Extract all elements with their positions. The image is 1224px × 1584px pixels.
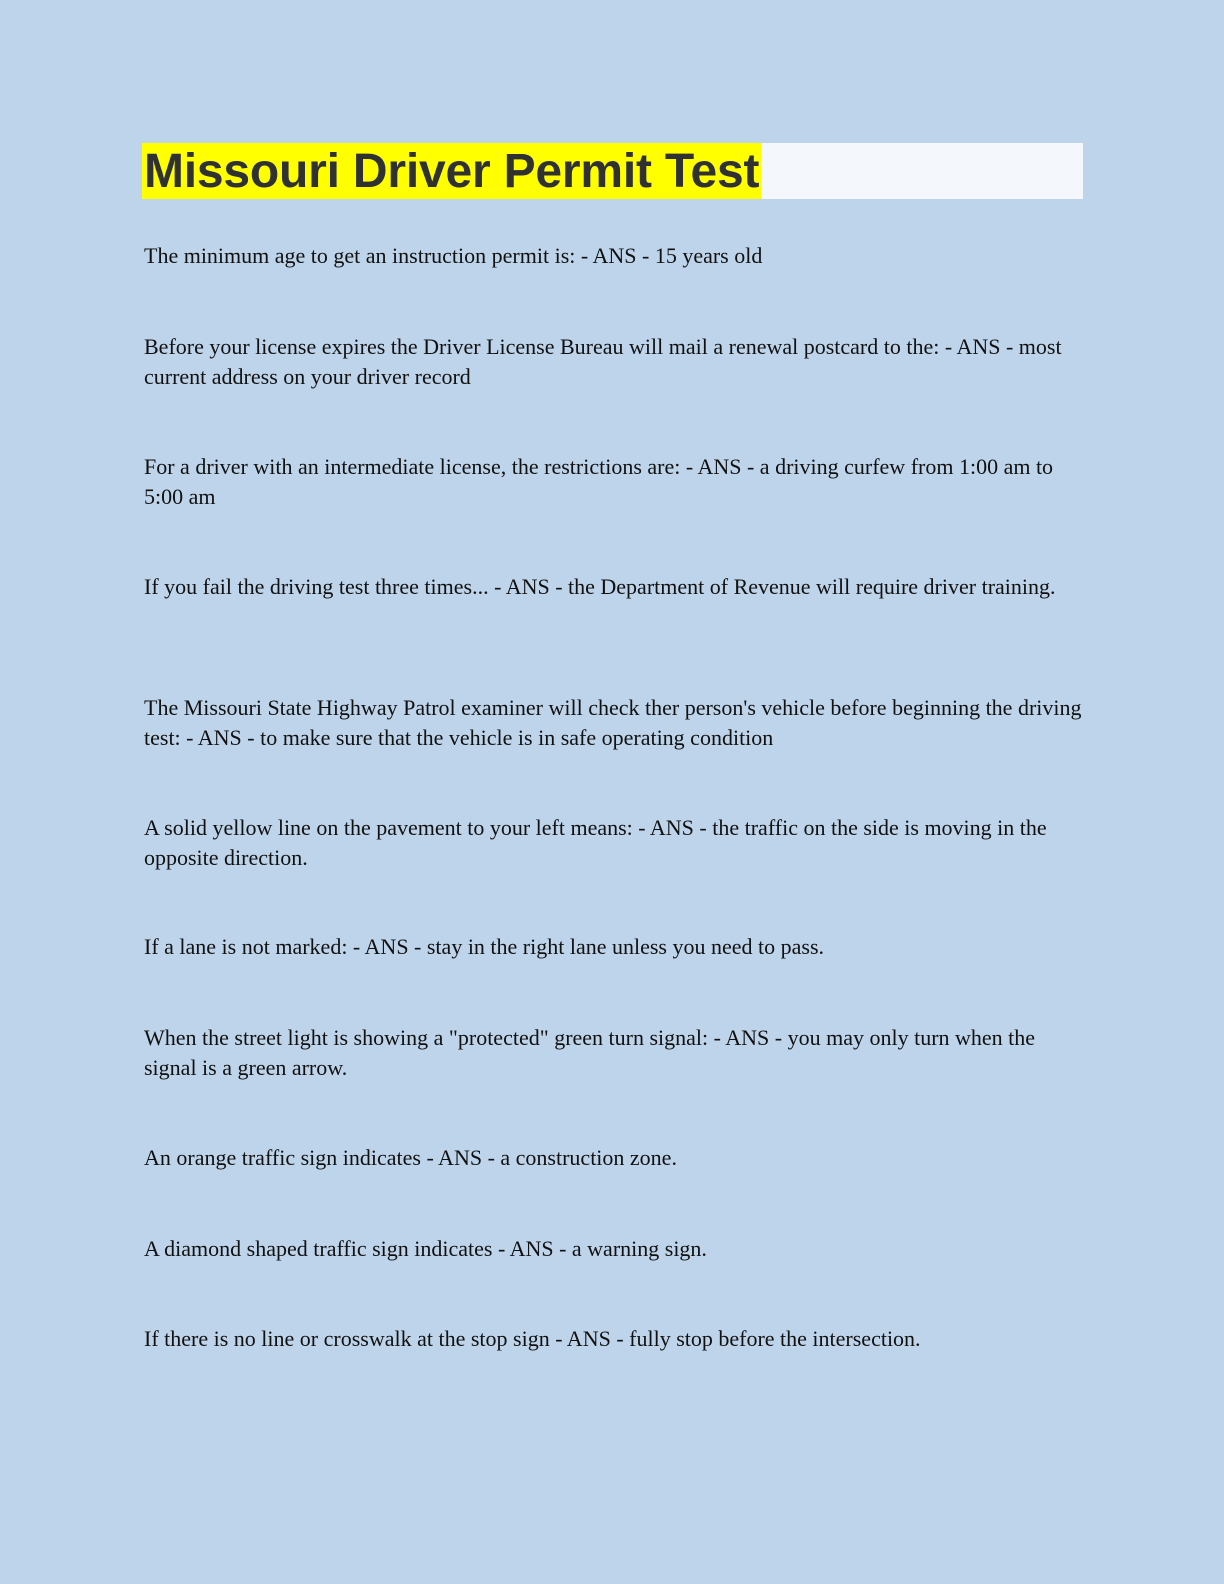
qa-item-4: If you fail the driving test three times... - ANS - the Department of Revenue will require driver training. bbox=[144, 574, 1056, 599]
qa-item-6: A solid yellow line on the pavement to your left means: - ANS - the traffic on the side is moving in the opposite direction. bbox=[144, 815, 1047, 870]
qa-item-8: When the street light is showing a "protected" green turn signal: - ANS - you may only turn when the signal is a green arrow. bbox=[144, 1025, 1036, 1080]
qa-item-7: If a lane is not marked: - ANS - stay in the right lane unless you need to pass. bbox=[144, 934, 825, 959]
qa-item-5: The Missouri State Highway Patrol examiner will check ther person's vehicle before beginning the driving test: - ANS - to make sure that the vehicle is in safe operating condition bbox=[144, 695, 1082, 750]
qa-item-1: The minimum age to get an instruction permit is: - ANS - 15 years old bbox=[144, 243, 763, 268]
qa-item-11: If there is no line or crosswalk at the stop sign - ANS - fully stop before the intersection. bbox=[144, 1326, 921, 1351]
qa-item-2: Before your license expires the Driver License Bureau will mail a renewal postcard to the: - ANS - most current address on your driver record bbox=[144, 334, 1062, 389]
qa-item-9: An orange traffic sign indicates - ANS - a construction zone. bbox=[144, 1145, 677, 1170]
qa-item-3: For a driver with an intermediate license, the restrictions are: - ANS - a driving curfew from 1:00 am to 5:00 am bbox=[144, 454, 1054, 509]
qa-item-10: A diamond shaped traffic sign indicates - ANS - a warning sign. bbox=[144, 1236, 707, 1261]
page-title: Missouri Driver Permit Test bbox=[144, 145, 760, 198]
title-banner bbox=[142, 143, 1083, 199]
